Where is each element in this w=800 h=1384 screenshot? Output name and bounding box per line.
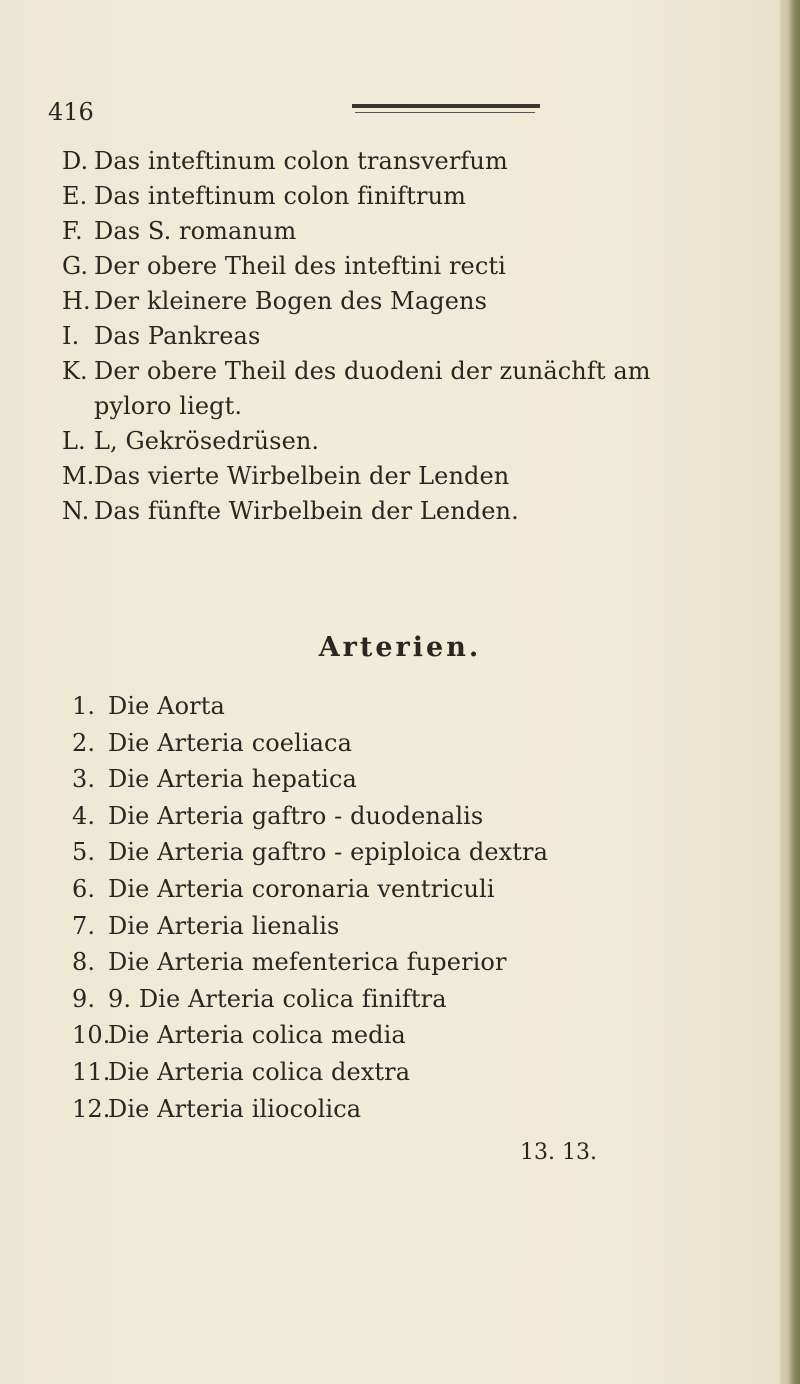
artery-item — [72, 908, 752, 945]
artery-number: 3. — [72, 765, 96, 794]
legend-text: Der obere Theil des inteftini recti — [94, 252, 506, 280]
arteries-list — [72, 688, 752, 1127]
artery-number: 1. — [72, 692, 96, 720]
artery-text: Die Aorta — [108, 692, 225, 720]
artery-text: Die Arteria gaftro - duodenalis — [108, 801, 484, 830]
legend-key: K. — [62, 357, 88, 385]
artery-number: 6. — [72, 874, 96, 903]
artery-item — [72, 1091, 752, 1128]
legend-item — [62, 179, 752, 214]
legend-item-continuation — [62, 389, 752, 424]
artery-number: 5. — [72, 838, 96, 867]
section-heading: Arterien. — [318, 632, 482, 663]
header-rule-thin — [355, 112, 535, 113]
legend-key: M. — [62, 462, 95, 490]
legend-item — [62, 214, 752, 249]
legend-text: Der obere Theil des duodeni der zunächft am — [94, 357, 651, 385]
legend-item — [62, 319, 752, 354]
legend-text: pyloro liegt. — [94, 392, 243, 420]
artery-number: 9. — [72, 984, 96, 1013]
artery-text: Die Arteria coronaria ventriculi — [108, 874, 495, 903]
artery-item — [72, 834, 752, 871]
artery-number: 4. — [72, 801, 96, 830]
legend-key: D. — [62, 147, 89, 175]
artery-text: Die Arteria colica media — [108, 1021, 406, 1050]
legend-key: N. — [62, 497, 90, 525]
artery-number: 2. — [72, 728, 96, 757]
artery-number: 8. — [72, 948, 96, 977]
artery-text: Die Arteria gaftro - epiploica dextra — [108, 838, 548, 867]
catchword: 13. 13. — [520, 1140, 597, 1165]
legend-text: L, Gekrösedrüsen. — [94, 427, 320, 455]
artery-number: 11. — [72, 1057, 111, 1086]
legend-text: Das vierte Wirbelbein der Lenden — [94, 462, 510, 490]
artery-text: Die Arteria coeliaca — [108, 728, 352, 757]
artery-number: 12. — [72, 1094, 111, 1123]
artery-text: Die Arteria mefenterica fuperior — [108, 948, 507, 977]
artery-item — [72, 798, 752, 835]
artery-item — [72, 871, 752, 908]
legend-key: I. — [62, 322, 80, 350]
legend-text: Das fünfte Wirbelbein der Lenden. — [94, 497, 519, 525]
artery-item — [72, 688, 752, 725]
artery-text: Die Arteria iliocolica — [108, 1094, 362, 1123]
legend-key: E. — [62, 182, 88, 210]
artery-item — [72, 761, 752, 798]
page-edge — [780, 0, 800, 1384]
legend-key: L. — [62, 427, 86, 455]
page-number: 416 — [48, 98, 94, 126]
legend-key: H. — [62, 287, 91, 315]
legend-text: Das inteftinum colon finiftrum — [94, 182, 466, 210]
legend-item — [62, 494, 752, 529]
artery-text: Die Arteria hepatica — [108, 765, 357, 794]
artery-text: 9. Die Arteria colica finiftra — [108, 984, 447, 1013]
legend-item — [62, 144, 752, 179]
header-rule — [352, 104, 540, 108]
legend-item — [62, 459, 752, 494]
legend-key: G. — [62, 252, 89, 280]
artery-text: Die Arteria colica dextra — [108, 1057, 411, 1086]
artery-item — [72, 1054, 752, 1091]
legend-text: Der kleinere Bogen des Magens — [94, 287, 487, 315]
artery-item — [72, 981, 752, 1018]
legend-text: Das S. romanum — [94, 217, 297, 245]
legend-text: Das inteftinum colon transverfum — [94, 147, 508, 175]
artery-number: 7. — [72, 911, 96, 940]
legend-text: Das Pankreas — [94, 322, 261, 350]
artery-item — [72, 1017, 752, 1054]
figure-legend — [62, 144, 752, 529]
artery-number: 10. — [72, 1021, 111, 1050]
artery-item — [72, 944, 752, 981]
artery-text: Die Arteria lienalis — [108, 911, 340, 940]
artery-item — [72, 725, 752, 762]
legend-item — [62, 284, 752, 319]
legend-key: F. — [62, 217, 83, 245]
legend-item — [62, 424, 752, 459]
legend-item — [62, 354, 752, 389]
legend-item — [62, 249, 752, 284]
